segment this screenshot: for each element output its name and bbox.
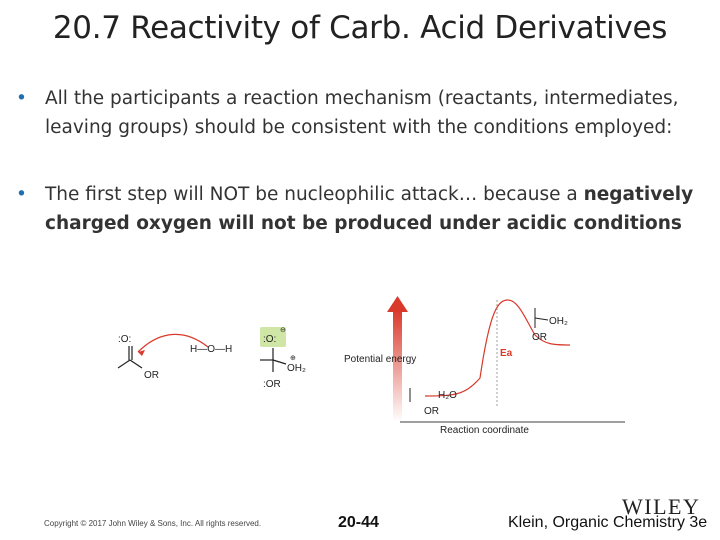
ea-label: Ea [500,348,513,359]
top-or-label: OR [532,332,547,343]
bullet-2 [16,180,696,238]
energy-diagram [340,290,640,440]
slide-title: 20.7 Reactivity of Carb. Acid Derivatives [52,10,668,46]
y-axis-label: Potential energy [344,354,417,365]
reactant-carbonyl-o: :O: [118,334,132,345]
intermediate-or: :OR [263,379,281,390]
water-nucleophile: H—O—H [190,344,233,355]
page-number: 20-44 [338,514,379,531]
bullet-1-text: All the participants a reaction mechanism (reactants, intermediates, leaving groups) should be consistent with the conditions employed: [45,88,679,138]
bullet-2-text [16,180,696,238]
top-oh2-label: OH₂ [549,316,568,327]
intermediate-o: :O: [263,334,277,345]
energy-curve [425,300,570,396]
reactant-water-label: H₂O [438,390,457,401]
reactant-or: OR [144,370,159,381]
bullet-2-bold: negatively charged oxygen will not be produced under acidic conditions [45,184,694,234]
copyright-text: Copyright © 2017 John Wiley & Sons, Inc. All rights reserved. [44,519,262,528]
reaction-scheme [110,290,330,400]
bullet-dot: • [16,88,27,109]
positive-charge: ⊕ [290,355,296,362]
intermediate-oh2: OH₂ [287,363,306,374]
book-citation: Klein, Organic Chemistry 3e [508,514,708,531]
wiley-logo: WILEY [622,494,701,519]
bullet-1 [16,84,696,142]
energy-axis-arrow [393,310,402,422]
reactant-or-label: OR [424,406,439,417]
bullet-dot: • [16,184,27,205]
negative-charge: ⊖ [280,327,286,334]
x-axis-label: Reaction coordinate [440,425,529,436]
bullet-2-plain: The first step will NOT be nucleophilic attack… because a [45,184,584,205]
